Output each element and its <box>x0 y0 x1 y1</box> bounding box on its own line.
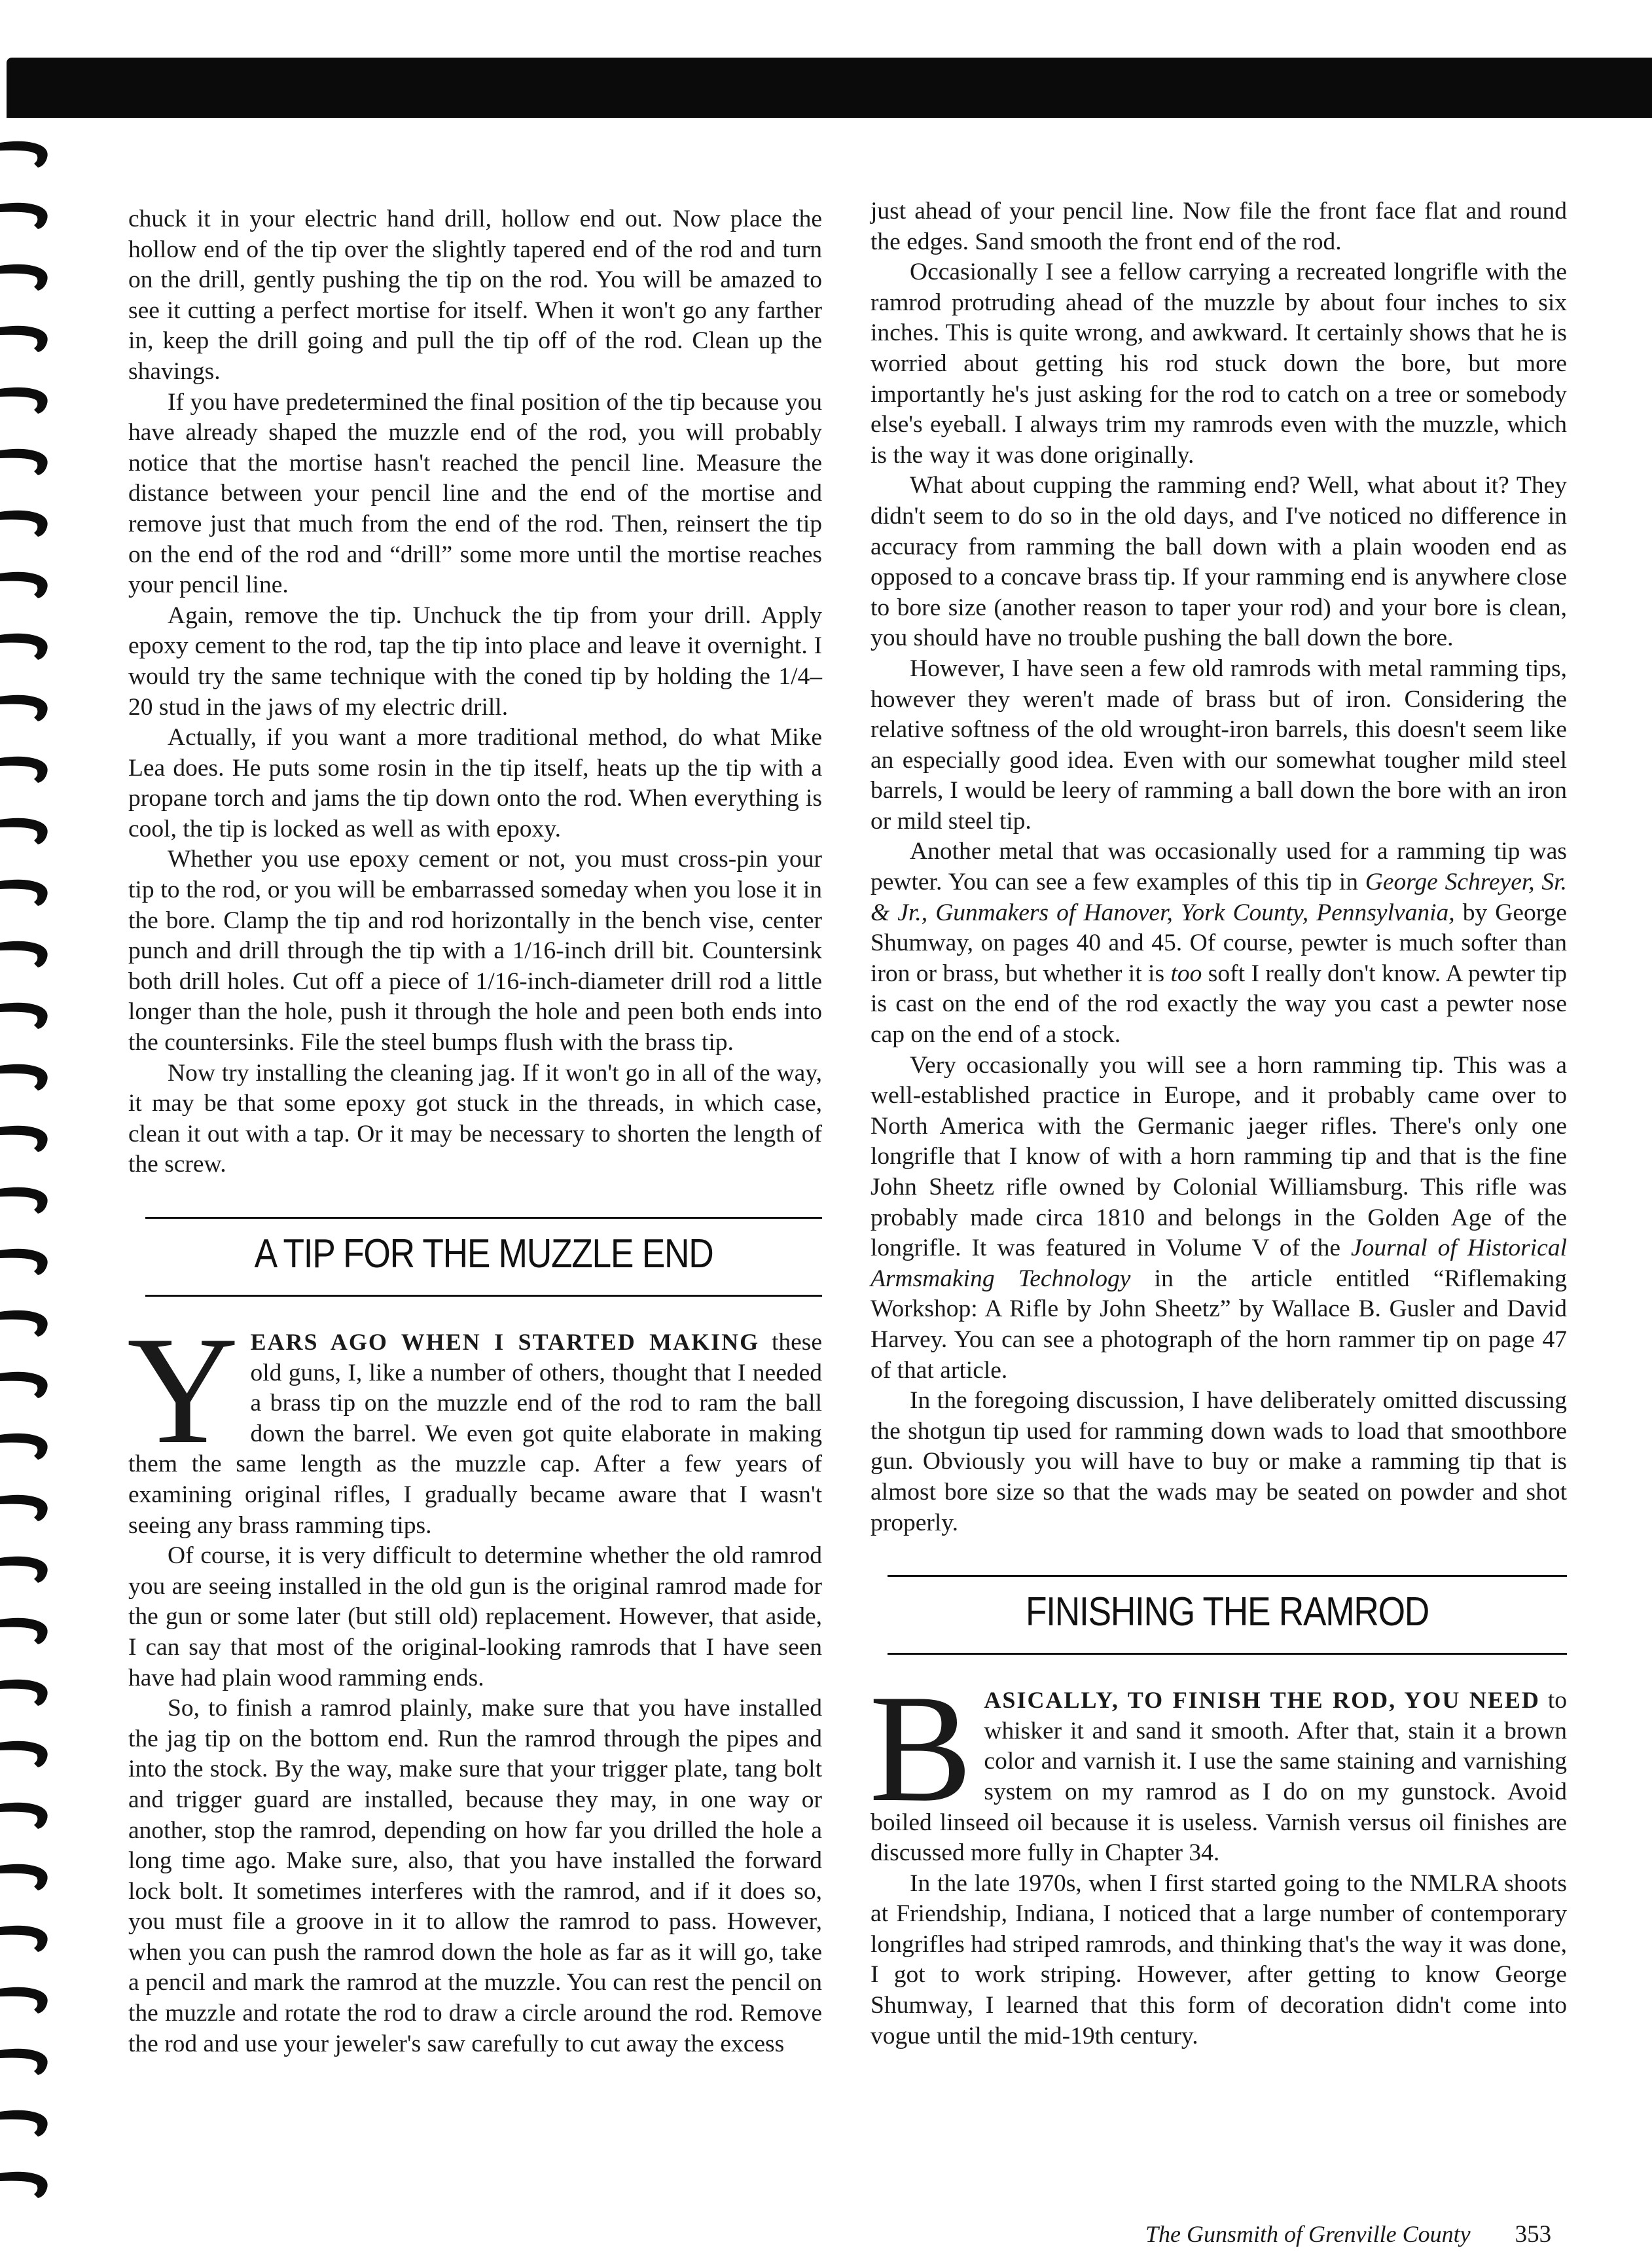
binding-ring <box>0 1430 52 1461</box>
section-lead-paragraph <box>127 1305 822 1541</box>
binding-ring <box>0 999 52 1030</box>
running-footer: The Gunsmith of Grenville County <box>1145 2221 1471 2247</box>
binding-ring <box>0 2045 52 2076</box>
section-heading-box <box>145 1217 822 1297</box>
text-run: in the article entitled “Riflemaking Workshop: A Rifle by John Sheetz” by Wallace B. Gusler and David Harvey. You can see a photograph of the horn rammer tip on page 47 of that article. <box>871 1265 1567 1384</box>
binding-ring <box>0 1676 52 1707</box>
binding-ring <box>0 1307 52 1338</box>
paragraph: Now try installing the cleaning jag. If it won't go in all of the way, it may be that some epoxy got stuck in the threads, in which case, clean it out with a tap. Or it may be necessary to shorten the length of the screw. <box>128 1059 822 1178</box>
paragraph <box>871 837 1567 1050</box>
binding-ring <box>0 137 52 169</box>
paragraph: However, I have seen a few old ramrods with metal ramming tips, however they weren't made of brass but of iron. Considering the relative softness of the old wrought-iron barrels, this doesn't seem like an especially good idea. Even with our somewhat tougher mild steel barrels, I would be leery of ramming a ball down the bore with an iron or mild steel tip. <box>871 655 1567 835</box>
binding-ring <box>0 630 52 661</box>
binding-ring <box>0 1183 52 1215</box>
binding-ring <box>0 322 52 353</box>
paragraph: Of course, it is very difficult to determine whether the old ramrod you are seeing installed in the old gun is the original ramrod made for the gun or some later (but still old) replacement. However, that aside, I can say that most of the original-looking ramrods that I have seen have had plain wood ramming ends. <box>128 1542 822 1691</box>
binding-ring <box>0 384 52 415</box>
paragraph: Whether you use epoxy cement or not, you must cross-pin your tip to the rod, or you will be embarrassed someday when you lose it in the bore. Clamp the tip and rod horizontally in the bench vise, center punch and drill through the tip with a 1/16-inch drill bit. Countersink both drill holes. Cut off a piece of 1/16-inch-diameter drill rod a little longer than the hole, push it through the hole and peen both ends into the countersinks. File the steel bumps flush with the brass tip. <box>128 846 822 1056</box>
page-footer <box>1145 2220 1551 2248</box>
binding-ring <box>0 1491 52 1523</box>
binding-ring <box>0 1799 52 1830</box>
binding-ring <box>0 876 52 907</box>
paragraph: In the foregoing discussion, I have deliberately omitted discussing the shotgun tip used for ramming down wads to load that smoothbore gun. Obviously you will have to buy or make a ramming tip that is almost bore size so that the wads may be seated on powder and shot properly. <box>871 1387 1567 1536</box>
binding-ring <box>0 1122 52 1153</box>
binding-ring <box>0 1922 52 1953</box>
paragraph: So, to finish a ramrod plainly, make sure that you have installed the jag tip on the bottom end. Run the ramrod through the pipes and into the stock. By the way, make sure that your trigger plate, tang bolt and trigger guard are installed, because they may, in one way or another, stop the ramrod, depending on how far you drilled the hole a long time ago. Make sure, also, that you have installed the forward lock bolt. It sometimes interferes with the ramrod, and if it does so, you must file a groove in it to allow the ramrod to pass. However, when you can push the ramrod down the hole as far as it will go, take a pencil and mark the ramrod at the muzzle. You can rest the pencil on the muzzle and rotate the rod to draw a circle around the rod. Remove the rod and use your jeweler's saw carefully to cut away the excess <box>128 1695 822 2057</box>
section-heading-box <box>888 1575 1567 1655</box>
left-column <box>128 204 822 2059</box>
lead-in-caps: ASICALLY, TO FINISH THE ROD, YOU NEED <box>984 1687 1540 1714</box>
emphasis: too <box>1170 960 1202 987</box>
paragraph: chuck it in your electric hand drill, hollow end out. Now place the hollow end of the tip over the slightly tapered end of the rod and turn on the drill, gently pushing the tip on the rod. You will be amazed to see it cutting a perfect mortise for itself. When it won't go any farther in, keep the drill going and pull the tip off of the rod. Clean up the shavings. <box>128 206 822 385</box>
binding-ring <box>0 753 52 784</box>
binding-ring <box>0 1553 52 1584</box>
paragraph: Occasionally I see a fellow carrying a recreated longrifle with the ramrod protruding ahead of the muzzle by about four inches to six inches. This is quite wrong, and awkward. It certainly shows that he is worried about getting his rod stuck down the bore, but more importantly he's just asking for the rod to catch on a tree or somebody else's eyeball. I always trim my ramrods even with the muzzle, which is the way it was done originally. <box>871 259 1567 469</box>
book-title: George Schreyer, Sr. & Jr., Gunmakers of Hanover, York County, Pennsylvania, <box>871 869 1567 926</box>
section-heading: A TIP FOR THE MUZZLE END <box>254 1231 713 1276</box>
binding-ring <box>0 199 52 230</box>
text-run: Another metal that was occasionally used for a ramming tip was pewter. You can see a few examples of this tip in <box>871 838 1567 896</box>
paragraph-text: these old guns, I, like a number of others, thought that I needed a brass tip on the muzzle end of the rod to ram the ball down the barrel. We even got quite elaborate in making them the same length as the muzzle cap. After a few years of examining original rifles, I gradually became aware that I wasn't seeing any brass ramming tips. <box>128 1329 822 1539</box>
paragraph-text: to whisker it and sand it smooth. After that, stain it a brown color and varnish it. I use the same staining and varnishing system on my ramrod as I do on my gunstock. Avoid boiled linseed oil because it is useless. Varnish versus oil finishes are discussed more fully in Chapter 34. <box>871 1687 1567 1867</box>
text-run: Very occasionally you will see a horn ramming tip. This was a well-established practice in Europe, and it probably came over to North America with the Germanic jaeger rifles. There's only one longrifle that I know of with a horn ramming tip and that is the fine John Sheetz rifle owned by Colonial Williamsburg. This rifle was probably made circa 1810 and belongs in the Golden Age of the longrifle. It was featured in Volume V of the <box>871 1051 1567 1262</box>
binding-ring <box>0 937 52 969</box>
binding-ring <box>0 814 52 846</box>
binding-ring <box>0 1060 52 1092</box>
drop-cap: B <box>869 1663 973 1835</box>
section-lead-paragraph <box>869 1663 1567 1869</box>
binding-ring <box>0 1245 52 1276</box>
lead-in-caps: EARS AGO WHEN I STARTED MAKING <box>250 1329 760 1355</box>
right-column <box>871 196 1567 2051</box>
binding-ring <box>0 261 52 292</box>
paragraph <box>871 1051 1567 1386</box>
paragraph: In the late 1970s, when I first started going to the NMLRA shoots at Friendship, Indiana, I noticed that a large number of contemporary longrifles had striped ramrods, and thinking that's the way it was done, I got to work striping. However, after getting to know George Shumway, I learned that this form of decoration didn't come into vogue until the mid-19th century. <box>871 1869 1567 2049</box>
binding-ring <box>0 507 52 538</box>
binding-ring <box>0 1737 52 1769</box>
paragraph: Actually, if you want a more traditional method, do what Mike Lea does. He puts some rosin in the tip itself, heats up the tip with a propane torch and jams the tip down onto the rod. When everything is cool, the tip is locked as well as with epoxy. <box>128 724 822 842</box>
paragraph: Again, remove the tip. Unchuck the tip from your drill. Apply epoxy cement to the rod, tap the tip into place and leave it overnight. I would try the same technique with the coned tip by holding the 1/4–20 stud in the jaws of my electric drill. <box>128 602 822 721</box>
paragraph: If you have predetermined the final position of the tip because you have already shaped the muzzle end of the rod, you will probably notice that the mortise hasn't reached the pencil line. Measure the distance between your pencil line and the end of the mortise and remove just that much from the end of the rod. Then, reinsert the tip on the end of the rod and “drill” some more until the mortise reaches your pencil line. <box>128 388 822 599</box>
binding-ring <box>0 1860 52 1892</box>
binding-ring <box>0 691 52 723</box>
page-number: 353 <box>1515 2221 1552 2248</box>
text-run: soft I really don't know. A pewter tip is cast on the end of the rod exactly the way you cast a pewter nose cap on the end of a stock. <box>871 960 1568 1049</box>
binding-ring <box>0 445 52 477</box>
section-heading: FINISHING THE RAMROD <box>1025 1589 1429 1635</box>
journal-title: Journal of Historical Armsmaking Technology <box>871 1235 1567 1292</box>
drop-cap: Y <box>127 1305 239 1476</box>
binding-ring <box>0 2168 52 2199</box>
page-top-band <box>7 58 1652 118</box>
paragraph: What about cupping the ramming end? Well, what about it? They didn't seem to do so in the old days, and I've noticed no difference in accuracy from ramming the ball down with a plain wooden end as opposed to a concave brass tip. If your ramming end is anywhere close to bore size (another reason to taper your rod) and your bore is clean, you should have no trouble pushing the ball down the bore. <box>871 472 1567 652</box>
paragraph: just ahead of your pencil line. Now file the front face flat and round the edges. Sand smooth the front end of the rod. <box>871 198 1567 255</box>
binding-ring <box>0 2106 52 2138</box>
binding-ring <box>0 1368 52 1399</box>
spiral-binding <box>0 137 52 2252</box>
binding-ring <box>0 1614 52 1646</box>
binding-ring <box>0 568 52 600</box>
binding-ring <box>0 1983 52 2015</box>
text-run: by George Shumway, on pages 40 and 45. Of course, pewter is much softer than iron or brass, but whether it is <box>871 899 1567 987</box>
